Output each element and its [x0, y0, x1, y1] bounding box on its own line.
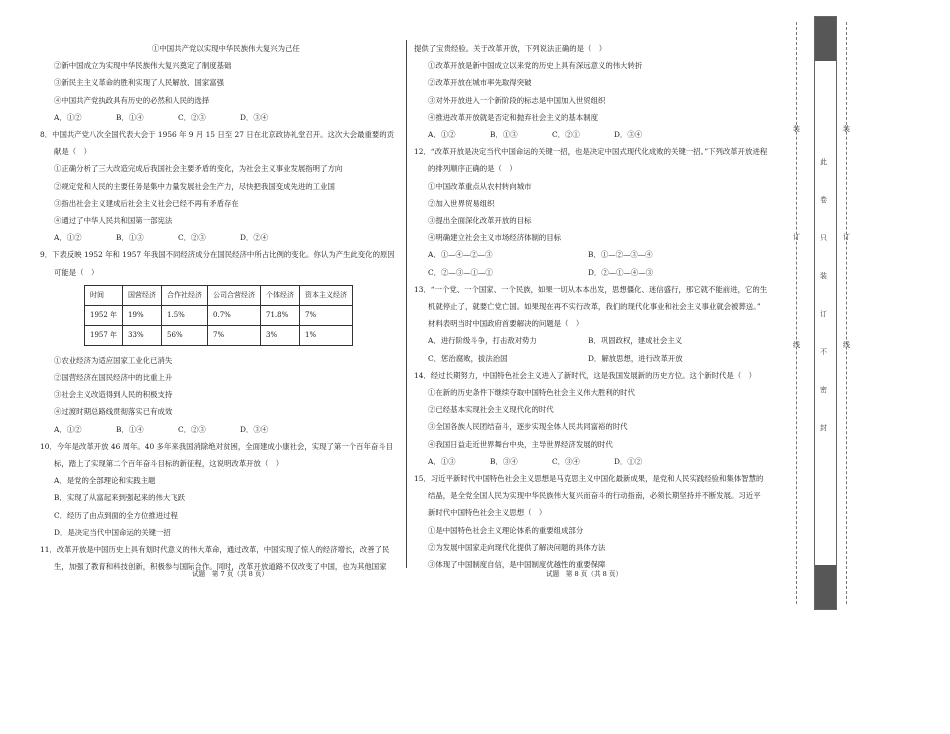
- table-header-cell: 公司合营经济: [208, 285, 261, 305]
- q11-item: ②改革开放在城市率先取得突破: [428, 78, 532, 88]
- q9-options: [40, 421, 402, 438]
- q12-options-row-1: [414, 246, 786, 263]
- choice-a[interactable]: A．①③: [428, 456, 456, 466]
- q8-item: ③指出社会主义建成后社会主义社会已经不再有矛盾存在: [54, 198, 239, 208]
- table-header-cell: 资本主义经济: [300, 285, 353, 305]
- choice-a[interactable]: A．①②: [54, 233, 82, 243]
- choice-c[interactable]: C．②①: [552, 130, 580, 140]
- choice-c[interactable]: C．②③: [178, 424, 206, 434]
- q10-stem: 标，踏上了实现第二个百年奋斗目标的新征程，这说明改革开放（ ）: [54, 459, 284, 469]
- q11-stem: 生，加强了教育和科技创新，积极参与国际合作。同时，改革开放道路不仅改变了中国，也为其他国家: [54, 562, 387, 572]
- choice-d[interactable]: D．②—①—④—③: [588, 267, 654, 277]
- q12-item: ③提出全面深化改革开放的目标: [428, 216, 532, 226]
- q11-options: [414, 126, 786, 143]
- option-line: ④中国共产党执政具有历史的必然和人民的选择: [54, 95, 210, 105]
- table-row: [85, 325, 353, 345]
- choice-a[interactable]: A．①—④—②—③: [428, 250, 493, 260]
- q9-item: ①农业经济为适应国家工业化已消失: [54, 355, 173, 365]
- q11-stem: 11．改革开放是中国历史上具有划时代意义的伟大革命，通过改革，中国实现了惊人的经济增长，改善了民: [40, 545, 390, 555]
- choice-b[interactable]: B．①④: [116, 424, 144, 434]
- binding-frame: [814, 16, 837, 610]
- table-header-cell: 个体经济: [261, 285, 300, 305]
- q11-item: ④推进改革开放就是否定和抛弃社会主义的基本制度: [428, 112, 598, 122]
- economy-table: [84, 285, 353, 346]
- q14-item: ④我国日益走近世界舞台中央，主导世界经济发展的时代: [428, 439, 613, 449]
- choice-c[interactable]: C．③④: [552, 456, 580, 466]
- choice-c[interactable]: C．经历了由点到面的全方位推进过程: [54, 510, 178, 520]
- choice-b[interactable]: B．①③: [116, 233, 144, 243]
- choice-a[interactable]: A．①②: [428, 130, 456, 140]
- table-cell: 7%: [300, 305, 353, 325]
- q13-stem: 机就停止了，就要亡党亡国。如果现在再不实行改革，我们的现代化事业和社会主义事业就会被葬送。”: [428, 302, 761, 312]
- q12-item: ④明确建立社会主义市场经济体制的目标: [428, 233, 562, 243]
- q8-item: ④通过了中华人民共和国第一部宪法: [54, 216, 173, 226]
- q15-item: ①是中国特色社会主义理论体系的重要组成部分: [428, 525, 584, 535]
- q12-stem: 12．“改革开放是决定当代中国命运的关键一招，也是决定中国式现代化成败的关键一招。”下列改革开放进程: [414, 147, 768, 157]
- dashed-line-inner: [846, 22, 847, 604]
- q12-item: ①中国改革重点从农村转向城市: [428, 181, 532, 191]
- table-cell: 71.8%: [261, 305, 300, 325]
- table-cell: 56%: [162, 325, 208, 345]
- page-footer-left: 试题 第 7 页（共 8 页）: [192, 570, 269, 578]
- option-line: ③新民主主义革命的胜利实现了人民解放、国家富强: [54, 78, 224, 88]
- q15-stem: 新时代中国特色社会主义思想（ ）: [428, 508, 547, 518]
- table-row: [85, 305, 353, 325]
- q10-stem: 10．今年是改革开放 46 周年。40 多年来我国消除绝对贫困，全面建成小康社会，实现了第一个百年奋斗目: [40, 441, 394, 451]
- binding-label: 封: [820, 424, 827, 432]
- table-cell: 7%: [208, 325, 261, 345]
- binding-label: 卷: [820, 196, 827, 204]
- q11-stem: 提供了宝贵经验。关于改革开放，下列说法正确的是（ ）: [414, 44, 607, 53]
- q15-stem: 结晶，是全党全国人民为实现中华民族伟大复兴而奋斗的行动指南，必须长期坚持并不断发展。习近平: [428, 491, 761, 501]
- choice-c[interactable]: C．惩治腐败，拔法治国: [428, 353, 508, 363]
- binding-label: 装: [820, 272, 827, 280]
- q8-options: [40, 229, 402, 246]
- q14-stem: 14．经过长期努力，中国特色社会主义进入了新时代，这是我国发展新的历史方位。这个新时代是（ ）: [414, 370, 756, 380]
- choice-d[interactable]: D．③④: [240, 112, 269, 122]
- table-cell: 0.7%: [208, 305, 261, 325]
- q8-stem: 8．中国共产党八次全国代表大会于 1956 年 9 月 15 日至 27 日在北京政协礼堂召开。这次大会最重要的贡: [40, 130, 395, 140]
- table-cell: 1.5%: [162, 305, 208, 325]
- q14-options: [414, 453, 786, 470]
- table-header-cell: 合作社经济: [162, 285, 208, 305]
- choice-c[interactable]: C．②③: [178, 233, 206, 243]
- binding-label: 此: [820, 158, 827, 166]
- q11-item: ①改革开放是新中国成立以来党的历史上具有深远意义的伟大转折: [428, 61, 643, 71]
- column-divider: [406, 40, 407, 568]
- choice-c[interactable]: C．②—③—①—①: [428, 267, 493, 277]
- table-cell: 19%: [123, 305, 162, 325]
- q8-item: ②规定党和人民的主要任务是集中力量发展社会生产力，尽快把我国变成先进的工业国: [54, 181, 335, 191]
- binding-label: 订: [820, 310, 827, 318]
- choice-b[interactable]: B．巩固政权，建成社会主义: [588, 336, 683, 346]
- q9-item: ②国营经济在国民经济中的比重上升: [54, 373, 173, 383]
- left-column: [40, 40, 402, 575]
- choice-b[interactable]: B．实现了从富起来到强起来的伟大飞跃: [54, 493, 186, 503]
- binding-marker: 装: [793, 125, 800, 133]
- q15-item: ③体现了中国制度自信，是中国制度优越性的重要保障: [428, 560, 606, 570]
- choice-a[interactable]: A．①②: [54, 112, 82, 122]
- choice-b[interactable]: B．①③: [490, 130, 518, 140]
- q11-item: ③对外开放进入一个新阶段的标志是中国加入世贸组织: [428, 95, 606, 105]
- table-cell: 3%: [261, 325, 300, 345]
- option-line: ②新中国成立为实现中华民族伟大复兴奠定了制度基础: [54, 61, 232, 71]
- dashed-line-outer: [796, 22, 797, 604]
- q13-stem: 材料表明当时中国政府首要解决的问题是（ ）: [428, 319, 584, 329]
- q15-stem: 15．习近平新时代中国特色社会主义思想是马克思主义中国化最新成果，是党和人民实践经验和集体智慧的: [414, 474, 764, 484]
- q8-stem: 献是（ ）: [54, 147, 91, 157]
- binding-block-bottom: [815, 565, 836, 609]
- q12-stem: 的排列顺序正确的是（ ）: [428, 164, 517, 174]
- binding-block-top: [815, 17, 836, 61]
- choice-d[interactable]: D．解放思想，进行改革开放: [588, 353, 683, 363]
- q13-options-row-2: [414, 350, 786, 367]
- q12-item: ②加入世界贸易组织: [428, 198, 495, 208]
- choice-a[interactable]: A．①②: [54, 424, 82, 434]
- choice-a[interactable]: A．进行阶级斗争，打击敌对势力: [428, 336, 537, 346]
- choice-d[interactable]: D．①②: [614, 456, 643, 466]
- choice-d[interactable]: D．②④: [240, 233, 269, 243]
- q9-item: ④过渡时期总路线贯彻落实已有成效: [54, 407, 173, 417]
- table-header-cell: 时间: [85, 285, 123, 305]
- q14-item: ②已经基本实现社会主义现代化的时代: [428, 405, 554, 415]
- q12-options-row-2: [414, 264, 786, 281]
- binding-marker: 线: [843, 341, 850, 349]
- q9-stem: 可能是（ ）: [54, 267, 99, 277]
- table-cell: 1%: [300, 325, 353, 345]
- q13-options-row-1: [414, 332, 786, 349]
- binding-label: 不: [820, 348, 827, 356]
- choice-d[interactable]: D．③④: [240, 424, 269, 434]
- table-header-cell: 国营经济: [123, 285, 162, 305]
- binding-strip: [790, 16, 862, 610]
- binding-marker: 订: [843, 233, 850, 241]
- binding-label: 只: [820, 234, 827, 242]
- q13-stem: 13．“一个党、一个国家、一个民族，如果一切从本本出发，思想僵化、迷信盛行，那它就不能前进，它的生: [414, 284, 768, 294]
- q14-item: ①在新的历史条件下继续夺取中国特色社会主义伟大胜利的时代: [428, 388, 635, 398]
- choice-a[interactable]: A．是党的全部理论和实践主题: [54, 476, 156, 486]
- choice-b[interactable]: B．①④: [116, 112, 144, 122]
- q8-item: ①正确分析了三大改造完成后我国社会主要矛盾的变化，为社会主义事业发展指明了方向: [54, 164, 343, 174]
- page-footer-right: 试题 第 8 页（共 8 页）: [546, 570, 623, 578]
- table-cell: 33%: [123, 325, 162, 345]
- option-line: ①中国共产党以实现中华民族伟大复兴为己任: [152, 44, 300, 53]
- right-column: [414, 40, 786, 573]
- q9-item: ③社会主义改造得到人民的积极支持: [54, 390, 173, 400]
- table-cell: 1957 年: [85, 325, 123, 345]
- binding-marker: 装: [843, 125, 850, 133]
- choice-b[interactable]: B．③④: [490, 456, 518, 466]
- choice-d[interactable]: D．是决定当代中国命运的关键一招: [54, 527, 171, 537]
- choice-c[interactable]: C．②③: [178, 112, 206, 122]
- q7-options: [40, 109, 402, 126]
- q15-item: ②为发展中国家走向现代化提供了解决问题的具体方法: [428, 542, 606, 552]
- binding-marker: 线: [793, 341, 800, 349]
- binding-label: 密: [820, 386, 827, 394]
- choice-d[interactable]: D．③④: [614, 130, 643, 140]
- table-cell: 1952 年: [85, 305, 123, 325]
- table-header-row: [85, 285, 353, 305]
- q14-item: ③全国各族人民团结奋斗，逐步实现全体人民共同富裕的时代: [428, 422, 628, 432]
- choice-b[interactable]: B．①—②—③—④: [588, 250, 653, 260]
- q9-stem: 9．下表反映 1952 年和 1957 年我国不同经济成分在国民经济中所占比例的变化。你认为产生此变化的原因: [40, 250, 395, 260]
- binding-marker: 订: [793, 233, 800, 241]
